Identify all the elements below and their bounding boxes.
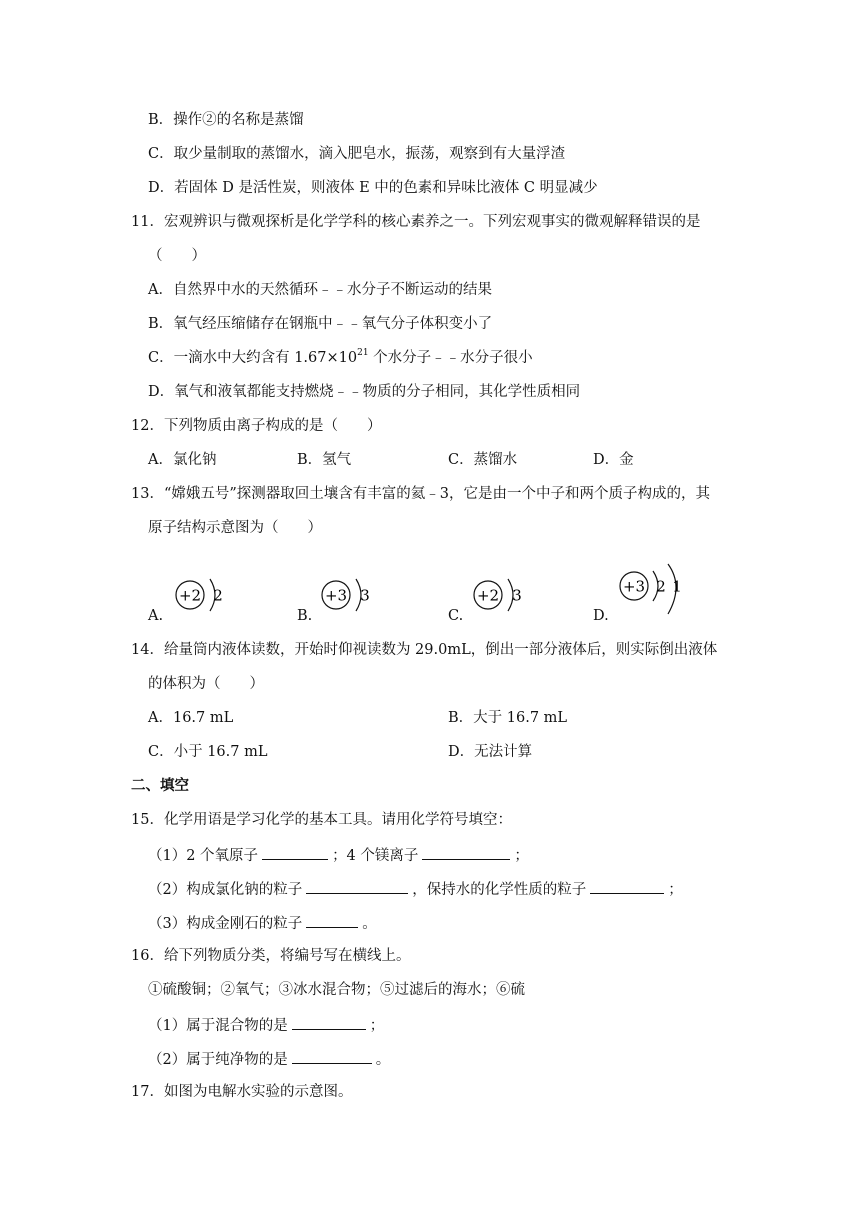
q13-option-d-letter: D. (593, 608, 609, 624)
q13-option-b-letter: B. (297, 608, 313, 624)
q14-option-b: B．大于 16.7 mL (448, 710, 568, 726)
q16-part1 (148, 1014, 384, 1036)
q13-stem-line1: 13．“嫦娥五号”探测器取回土壤含有丰富的氦﹣3，它是由一个中子和两个质子构成的，其 (131, 486, 710, 502)
q12-option-c: C．蒸馏水 (448, 452, 518, 468)
q14-option-d: D．无法计算 (448, 744, 533, 760)
q12-option-a: A．氯化钠 (148, 452, 217, 468)
q15-part1 (148, 844, 529, 866)
section-heading: 二、填空 (131, 778, 189, 794)
answer-blank[interactable] (590, 878, 664, 894)
q15-stem: 15．化学用语是学习化学的基本工具。请用化学符号填空： (131, 812, 512, 828)
q13-option-c-letter: C. (448, 608, 464, 624)
q16-part2-end: 。 (375, 1052, 391, 1068)
q16-part1-end: ； (369, 1018, 385, 1034)
q15-part1-label-2: ；4 个镁离子 (332, 848, 419, 864)
q17-stem: 17．如图为电解水实验的示意图。 (131, 1084, 353, 1100)
q11-stem-line1: 11．宏观辨识与微观探析是化学学科的核心素养之一。下列宏观事实的微观解释错误的是 (131, 214, 701, 230)
q12-stem: 12．下列物质由离子构成的是（ ） (131, 418, 382, 434)
shell-electrons-inner: 2 (656, 577, 666, 596)
q15-part3-label: （3）构成金刚石的粒子 (148, 916, 303, 932)
q13-option-b-diagram (318, 570, 388, 620)
q11-option-c (148, 348, 533, 368)
answer-blank[interactable] (306, 878, 408, 894)
q10-option-c: C．取少量制取的蒸馏水，滴入肥皂水，振荡，观察到有大量浮渣 (148, 146, 566, 162)
q11-option-c-exponent: 21 (357, 348, 369, 358)
shell-electrons: 2 (213, 586, 223, 605)
q14-stem-line2: 的体积为（ ） (148, 676, 264, 692)
answer-blank[interactable] (292, 1014, 366, 1030)
q14-stem-line1: 14．给量筒内液体读数，开始时仰视读数为 29.0mL，倒出一部分液体后，则实际倒出液体 (131, 642, 718, 658)
q13-option-c-diagram (468, 570, 538, 620)
q16-items: ①硫酸铜；②氧气；③冰水混合物；⑤过滤后的海水；⑥硫 (148, 982, 525, 998)
q15-part1-label: （1）2 个氧原子 (148, 848, 259, 864)
q15-part1-end: ； (514, 848, 529, 864)
q11-option-c-text-end: 个水分子﹣﹣水分子很小 (368, 350, 533, 366)
shell-electrons-outer: 1 (672, 577, 682, 596)
q11-option-c-text: C．一滴水中大约含有 1.67×10 (148, 350, 358, 366)
q12-option-b: B．氢气 (297, 452, 352, 468)
q11-stem-line2: （ ） (148, 248, 206, 264)
q16-part2 (148, 1048, 390, 1070)
q14-option-c: C．小于 16.7 mL (148, 744, 268, 760)
q15-part2-label: （2）构成氯化钠的粒子 (148, 882, 303, 898)
q13-option-a-letter: A. (148, 608, 164, 624)
q11-option-a: A．自然界中水的天然循环﹣﹣水分子不断运动的结果 (148, 282, 492, 298)
q12-option-d: D．金 (593, 452, 634, 468)
q13-option-d-diagram (612, 562, 692, 618)
q15-part2-end: ； (668, 882, 683, 898)
shell-electrons: 3 (360, 586, 370, 605)
q15-part2-label-2: ，保持水的化学性质的粒子 (412, 882, 587, 898)
q15-part3-end: 。 (362, 916, 377, 932)
answer-blank[interactable] (262, 844, 328, 860)
q15-part3 (148, 912, 377, 934)
q11-option-b: B．氧气经压缩储存在钢瓶中﹣﹣氧气分子体积变小了 (148, 316, 493, 332)
q13-stem-line2: 原子结构示意图为（ ） (148, 520, 322, 536)
nucleus-charge: +3 (324, 586, 348, 605)
q11-option-d: D．氧气和液氧都能支持燃烧﹣﹣物质的分子相同，其化学性质相同 (148, 384, 581, 400)
answer-blank[interactable] (422, 844, 510, 860)
q10-option-b: B．操作②的名称是蒸馏 (148, 112, 304, 128)
q16-stem: 16．给下列物质分类，将编号写在横线上。 (131, 948, 411, 964)
shell-electrons: 3 (512, 586, 522, 605)
q16-part1-label: （1）属于混合物的是 (148, 1018, 288, 1034)
nucleus-charge: +2 (178, 586, 202, 605)
q10-option-d: D．若固体 D 是活性炭，则液体 E 中的色素和异味比液体 C 明显减少 (148, 180, 598, 196)
q16-part2-label: （2）属于纯净物的是 (148, 1052, 288, 1068)
nucleus-charge: +3 (622, 577, 646, 596)
q14-option-a: A．16.7 mL (148, 710, 234, 726)
nucleus-charge: +2 (476, 586, 500, 605)
q13-option-a-diagram (168, 570, 238, 620)
answer-blank[interactable] (306, 912, 358, 928)
q15-part2 (148, 878, 683, 900)
answer-blank[interactable] (292, 1048, 372, 1064)
